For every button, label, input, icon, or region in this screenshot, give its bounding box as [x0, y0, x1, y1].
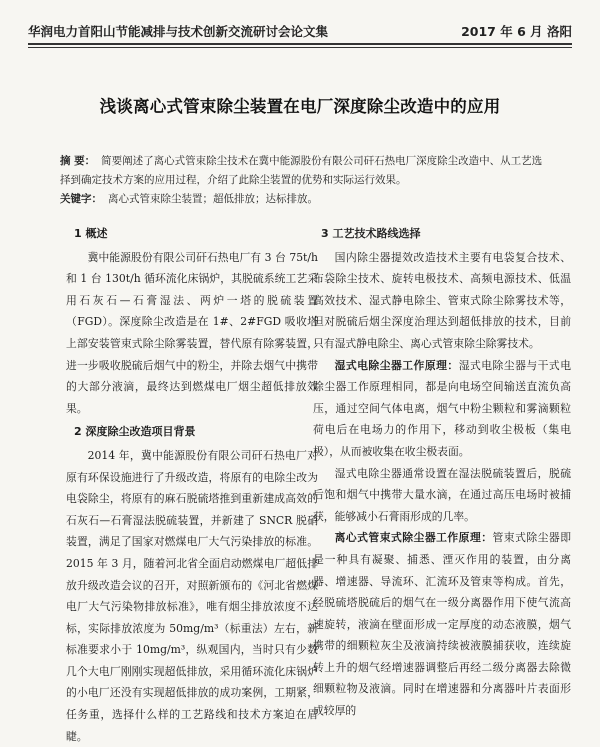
right-column [313, 223, 571, 722]
date-location: 2017 年 6 月 洛阳 [461, 24, 572, 39]
cyclone-paragraph [313, 527, 571, 721]
cyclone-text: 管束式除尘器即是一种具有凝聚、捕悉、湮灭作用的装置，由分离器、增速器、导流环、汇流环及管束等构成。首先，经脱硫塔脱硫后的烟气在一级分离器作用下使气流高速旋转，液滴在壁面形成一定厚度的动态液膜，烟气携带的细颗粒灰尘及液滴持续被液膜捕获收，连续旋转上升的烟气经增速器调整后再经二级分离器去除微细颗粒物及液滴。同时在增速器和分离器叶片表面形成较厚的 [313, 531, 572, 718]
cyclone-lead: 离心式管束式除尘器工作原理： [334, 531, 493, 545]
keywords [60, 190, 544, 209]
wet-esp-paragraph-2: 湿式电除尘器通常设置在湿法脱硫装置后，脱硫后饱和烟气中携带大量水滴，在通过高压电场时被捕获，能够减小石膏雨形成的几率。 [313, 466, 571, 523]
section-1-heading: 1 概述 [74, 227, 108, 240]
header-rule-thin [28, 47, 572, 48]
keywords-text: 离心式管束除尘装置；超低排放；达标排放。 [108, 193, 318, 205]
keywords-label: 关键字： [60, 193, 102, 205]
abstract-block [60, 152, 544, 209]
section-1-paragraph: 冀中能源股份有限公司矸石热电厂有 3 台 75t/h 和 1 台 130t/h 循环流化床锅炉，其脱硫系统工艺采用石灰石—石膏湿法、两炉一塔的脱硫装置（FGD）。深度除尘改造是在 1#、2#FGD 吸收塔上部安装管束式除尘除雾装置，替代原有除雾装置，进一步吸收脱硫后烟气中的粉尘，并除去烟气中携带的大部分液滴，最终达到燃煤电厂烟尘超低排放效果。 [66, 250, 318, 415]
wet-esp-text: 湿式电除尘器与干式电除尘器工作原理相同，都是向电场空间输送直流负高压，通过空间气体电离，烟气中粉尘颗粒和雾滴颗粒荷电后在电场力的作用下，移动到收尘极板（集电极），从而被收集在收尘极表面。 [313, 358, 572, 458]
proceedings-title: 华润电力首阳山节能减排与技术创新交流研讨会论文集 [28, 24, 329, 39]
running-header [28, 22, 572, 42]
section-3-paragraph: 国内除尘器提效改造技术主要有电袋复合技术、布袋除尘技术、旋转电极技术、高频电源技术、低温高效技术、湿式静电除尘、管束式除尘除雾技术等，但对脱硫后烟尘深度治理达到超低排放的技术，目前只有湿式静电除尘、离心式管束除尘除雾技术。 [313, 250, 571, 350]
left-column [66, 223, 318, 747]
section-2-heading: 2 深度除尘改造项目背景 [74, 425, 196, 439]
abstract-label: 摘 要： [60, 155, 96, 167]
abstract-text: 简要阐述了离心式管束除尘技术在冀中能源股份有限公司矸石热电厂深度除尘改造中、从工艺选择到确定技术方案的应用过程，介绍了此除尘装置的优势和实际运行效果。 [60, 155, 543, 186]
header-rule-thick [28, 43, 572, 45]
wet-esp-paragraph [313, 355, 571, 463]
wet-esp-lead: 湿式电除尘器工作原理： [334, 358, 459, 372]
paper-title: 浅谈离心式管束除尘装置在电厂深度除尘改造中的应用 [99, 97, 501, 116]
section-2-paragraph: 2014 年，冀中能源股份有限公司矸石热电厂对原有环保设施进行了升级改造，将原有的电除尘改为电袋除尘，将原有的麻石脱硫塔推到重新建成高效的石灰石—石膏湿法脱硫装置，并新建了 SNCR 脱硝装置，满足了国家对燃煤电厂大气污染排放的标准。2015 年 3 月，随着河北省全面启动燃煤电厂超低排放升级改造会议的召开，对照新颁布的《河北省燃煤电厂大气污染物排放标准》，唯有烟尘排放浓度不达标，实际排放浓度为 50mg/m³（标重法）左右，新标准要求小于 10mg/m³，纵观国内，当时只有少数几个大电厂刚刚实现超低排放，采用循环流化床锅炉的小电厂还没有实现超低排放的成功案例，工期紧，任务重，选择什么样的工艺路线和技术方案迫在眉睫。 [66, 448, 318, 743]
abstract [60, 152, 544, 190]
section-3-heading: 3 工艺技术路线选择 [321, 227, 421, 240]
